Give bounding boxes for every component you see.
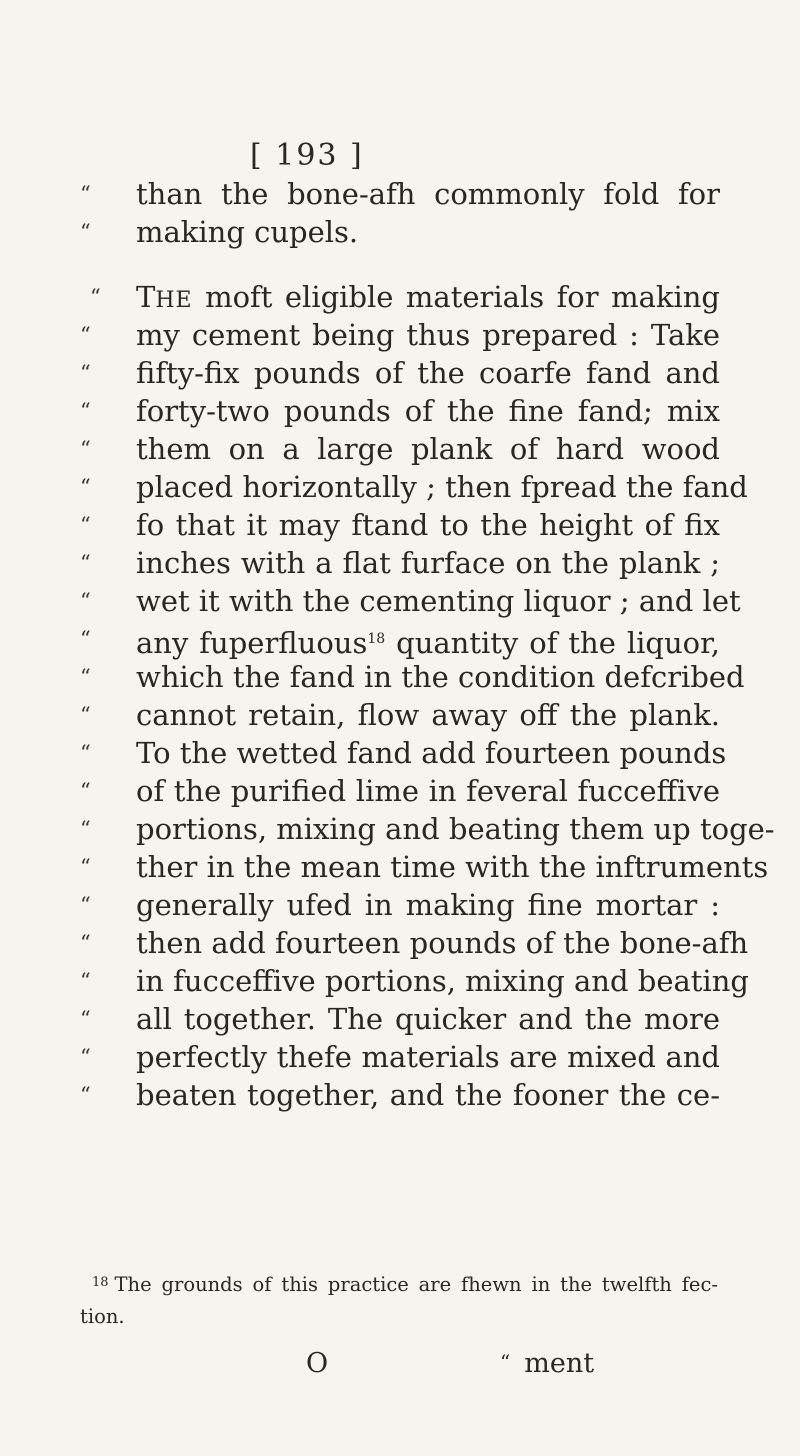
quote-mark: “: [80, 855, 91, 879]
catchword: [500, 1348, 594, 1379]
quote-mark: “: [80, 627, 91, 651]
quote-mark: “: [80, 399, 91, 423]
text-line: [80, 659, 745, 696]
page-number-header: [ 193 ]: [250, 138, 364, 173]
text-line: [80, 811, 775, 848]
line-text: forty-two pounds of the fine fand; mix: [136, 394, 720, 428]
quote-mark: “: [80, 969, 91, 993]
line-text: making cupels.: [136, 215, 359, 249]
footnote-marker: 18: [92, 1275, 109, 1290]
quote-mark: “: [80, 220, 91, 244]
text-line: [80, 317, 720, 354]
footnote: [92, 1273, 718, 1296]
quote-mark: “: [80, 741, 91, 765]
quote-mark: “: [80, 513, 91, 537]
quote-mark: “: [80, 551, 91, 575]
catchword-text: ment: [524, 1348, 595, 1379]
line-text: fo that it may ftand to the height of fix: [136, 508, 720, 542]
text-line: [80, 621, 720, 658]
text-line: [80, 176, 720, 213]
lead-word-small-caps: HE: [155, 288, 193, 313]
text-line: [80, 545, 720, 582]
quote-mark: “: [80, 1007, 91, 1031]
line-text: of the purified lime in feveral fucceffive: [136, 774, 720, 808]
line-text: which the fand in the condition defcribed: [136, 660, 745, 694]
paragraph-lead-line: [136, 280, 720, 314]
line-text-tail: quantity of the liquor,: [396, 626, 720, 660]
lead-line-rest: moft eligible materials for making: [192, 280, 720, 314]
line-text: beaten together, and the fooner the ce-: [136, 1078, 720, 1112]
line-text: than the bone-afh commonly fold for: [136, 177, 720, 211]
text-line: [80, 214, 720, 251]
line-text: all together. The quicker and the more: [136, 1002, 720, 1036]
line-text: my cement being thus prepared : Take: [136, 318, 720, 352]
quote-mark: “: [80, 817, 91, 841]
line-text: fifty-fix pounds of the coarfe fand and: [136, 356, 720, 390]
text-line: [80, 431, 720, 468]
quote-mark: “: [80, 779, 91, 803]
text-line: [80, 697, 720, 734]
line-text: generally ufed in making fine mortar :: [136, 888, 720, 922]
text-line: [80, 583, 741, 620]
line-text-head: any fuperfluous: [136, 626, 368, 660]
lead-word-initial: T: [136, 280, 156, 314]
text-line: [80, 1001, 720, 1038]
quote-mark: “: [80, 931, 91, 955]
line-text: [136, 621, 720, 662]
footnote-text: The grounds of this practice are fhewn in the twelfth fec-: [114, 1273, 718, 1296]
text-line: [80, 735, 727, 772]
footnote-reference[interactable]: 18: [367, 631, 386, 647]
quote-mark: “: [90, 285, 101, 309]
quote-mark: “: [80, 475, 91, 499]
footnote-continuation: tion.: [80, 1305, 125, 1328]
text-line: [80, 925, 749, 962]
text-line: [80, 963, 749, 1000]
line-text: in fucceffive portions, mixing and beating: [136, 964, 749, 998]
text-line: [80, 773, 720, 810]
line-text: them on a large plank of hard wood: [136, 432, 720, 466]
line-text: To the wetted fand add fourteen pounds: [136, 736, 727, 770]
line-text: ther in the mean time with the inftruments: [136, 850, 769, 884]
text-line: [80, 507, 720, 544]
text-line: [80, 279, 720, 316]
quote-mark: “: [80, 323, 91, 347]
line-text: portions, mixing and beating them up toge-: [136, 812, 775, 846]
quote-mark: “: [80, 665, 91, 689]
quote-mark: “: [80, 703, 91, 727]
line-text: then add fourteen pounds of the bone-afh: [136, 926, 749, 960]
text-line: [80, 1077, 720, 1114]
text-line: [80, 355, 720, 392]
text-line: [80, 393, 720, 430]
text-line: [80, 887, 720, 924]
line-text: wet it with the cementing liquor ; and let: [136, 584, 741, 618]
quote-mark: “: [80, 893, 91, 917]
quote-mark: “: [80, 361, 91, 385]
quote-mark: “: [80, 589, 91, 613]
quote-mark: “: [80, 182, 91, 206]
quote-mark: “: [80, 437, 91, 461]
quote-mark: “: [80, 1045, 91, 1069]
text-line: [80, 469, 748, 506]
text-line: [80, 849, 769, 886]
signature-mark: O: [306, 1348, 329, 1379]
text-line: [80, 1039, 720, 1076]
quote-mark: “: [80, 1083, 91, 1107]
line-text: inches with a flat furface on the plank ;: [136, 546, 720, 580]
line-text: [136, 279, 720, 319]
quote-mark: “: [500, 1350, 511, 1374]
line-text: placed horizontally ; then fpread the fand: [136, 470, 748, 504]
line-text: perfectly thefe materials are mixed and: [136, 1040, 720, 1074]
line-text: cannot retain, flow away off the plank.: [136, 698, 720, 732]
